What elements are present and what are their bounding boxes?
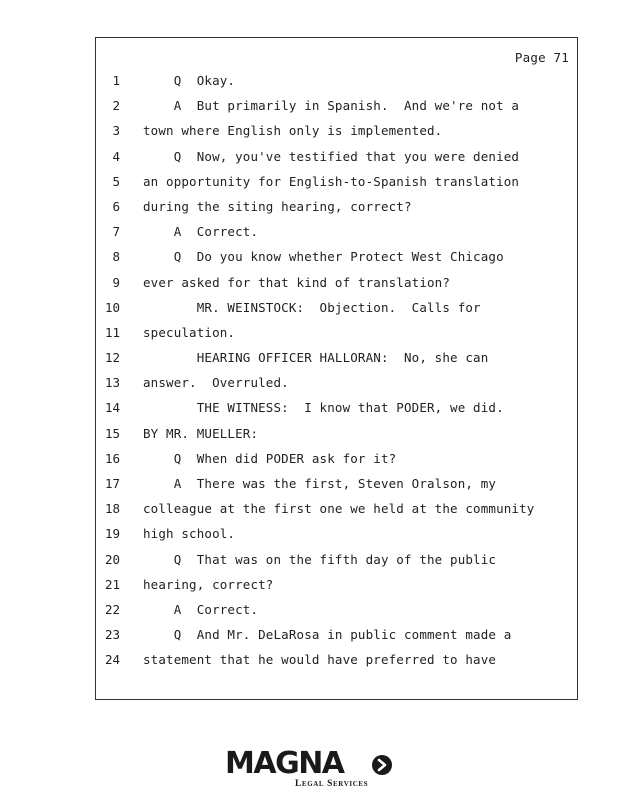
line-number: 17: [104, 476, 120, 491]
line-number: 22: [104, 601, 120, 617]
line-number: 12: [104, 350, 120, 366]
line-number: 6: [112, 198, 120, 214]
line-text: MR. WEINSTOCK: Objection. Calls for: [143, 299, 481, 315]
transcript-page: [95, 37, 578, 700]
transcript-line: [96, 602, 577, 627]
transcript-line: [96, 476, 577, 501]
line-text: ever asked for that kind of translation?: [143, 274, 451, 290]
logo-subtitle: Legal Services: [295, 779, 369, 789]
transcript-line: [96, 526, 577, 551]
line-text: Q Now, you've testified that you were denied: [143, 148, 520, 164]
line-number: 8: [112, 249, 120, 265]
line-text: speculation.: [143, 324, 236, 340]
transcript-line: [96, 350, 577, 375]
transcript-line: [96, 375, 577, 400]
transcript-line: [96, 426, 577, 451]
line-number: 9: [112, 274, 120, 290]
line-text: answer. Overruled.: [143, 375, 289, 391]
line-number: 4: [112, 148, 120, 164]
transcript-line: [96, 249, 577, 274]
transcript-line: [96, 275, 577, 300]
line-number: 10: [104, 299, 120, 315]
line-text: HEARING OFFICER HALLORAN: No, she can: [143, 350, 489, 366]
line-number: 13: [104, 375, 120, 391]
line-number: 16: [104, 450, 120, 466]
line-number: 18: [104, 501, 120, 517]
line-text: colleague at the first one we held at the community: [143, 501, 535, 517]
line-number: 21: [104, 576, 120, 592]
line-text: Q That was on the fifth day of the public: [143, 551, 497, 567]
line-number: 23: [104, 627, 120, 643]
transcript-line: [96, 577, 577, 602]
line-number: 3: [112, 123, 120, 139]
line-text: A There was the first, Steven Oralson, my: [143, 476, 497, 491]
transcript-line: [96, 400, 577, 425]
transcript-line: [96, 652, 577, 677]
transcript-line: [96, 123, 577, 148]
line-text: town where English only is implemented.: [143, 123, 443, 139]
line-number: 2: [112, 98, 120, 114]
arrow-right-circle-icon: [371, 754, 393, 776]
line-text: BY MR. MUELLER:: [143, 425, 259, 441]
line-number: 15: [104, 425, 120, 441]
line-number: 7: [112, 224, 120, 240]
transcript-line: [96, 73, 577, 98]
line-number: 5: [112, 173, 120, 189]
transcript-line: [96, 501, 577, 526]
page-number: Page 71: [514, 50, 569, 65]
line-text: THE WITNESS: I know that PODER, we did.: [143, 400, 504, 416]
transcript-line: [96, 300, 577, 325]
line-text: statement that he would have preferred to have: [143, 652, 497, 668]
line-text: hearing, correct?: [143, 576, 274, 592]
line-text: A Correct.: [143, 601, 259, 617]
transcript-line: [96, 325, 577, 350]
line-number: 11: [104, 324, 120, 340]
line-number: 14: [104, 400, 120, 416]
line-text: Q Okay.: [143, 73, 236, 88]
transcript-line: [96, 149, 577, 174]
line-number: 1: [112, 73, 120, 88]
logo-wordmark: MAGNA: [225, 746, 344, 781]
transcript-lines: [96, 73, 577, 678]
line-text: during the siting hearing, correct?: [143, 198, 412, 214]
line-text: A Correct.: [143, 224, 259, 240]
line-text: Q Do you know whether Protect West Chicago: [143, 249, 504, 265]
line-text: Q When did PODER ask for it?: [143, 450, 397, 466]
line-number: 24: [104, 652, 120, 668]
transcript-line: [96, 451, 577, 476]
transcript-line: [96, 627, 577, 652]
line-number: 19: [104, 526, 120, 542]
transcript-line: [96, 199, 577, 224]
magna-logo: [225, 748, 395, 792]
line-text: Q And Mr. DeLaRosa in public comment made a: [143, 627, 512, 643]
transcript-line: [96, 552, 577, 577]
line-text: an opportunity for English-to-Spanish translation: [143, 173, 520, 189]
line-number: 20: [104, 551, 120, 567]
transcript-line: [96, 98, 577, 123]
transcript-line: [96, 174, 577, 199]
transcript-line: [96, 224, 577, 249]
line-text: high school.: [143, 526, 236, 542]
line-text: A But primarily in Spanish. And we're not a: [143, 98, 520, 114]
